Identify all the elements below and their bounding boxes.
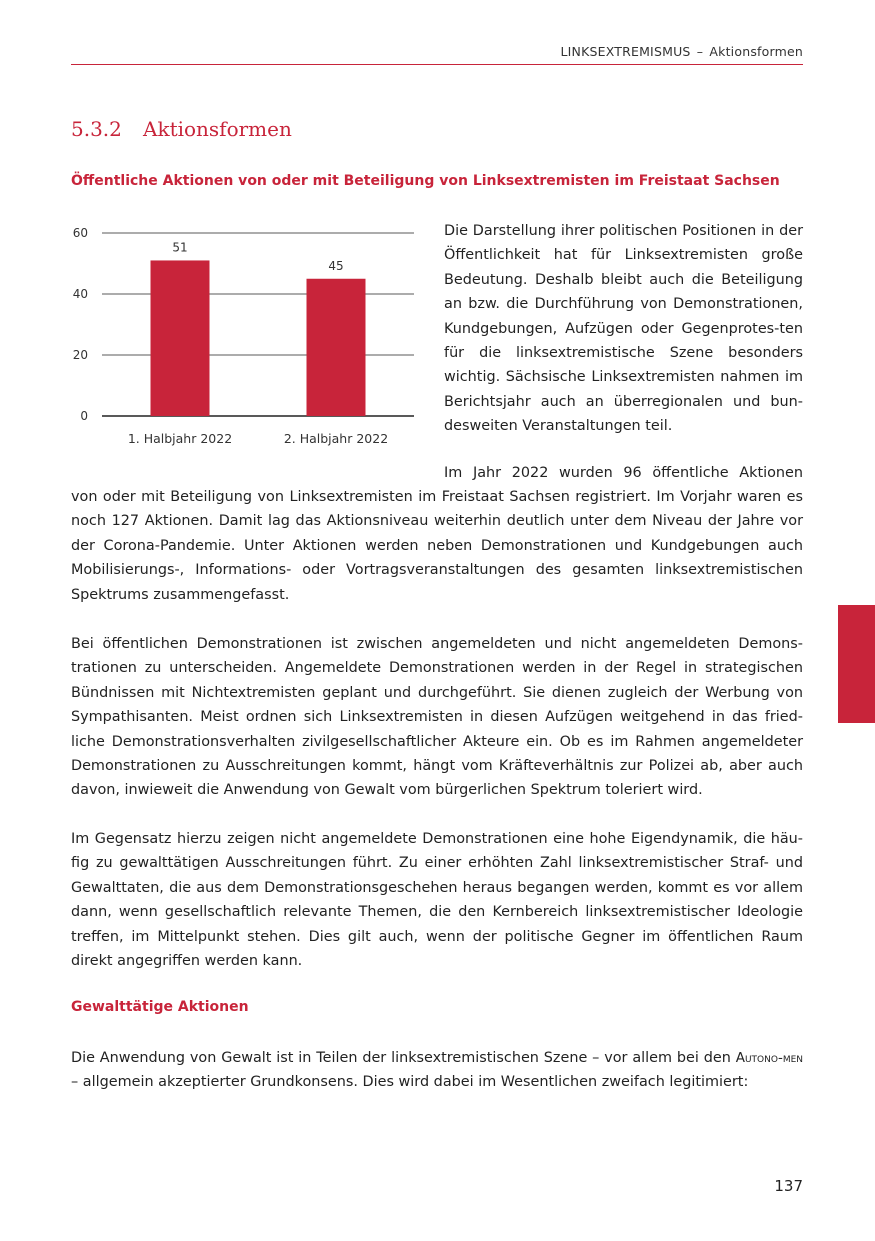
bar [151, 260, 210, 416]
chapter-thumb-tab [838, 605, 875, 723]
y-tick-label: 20 [72, 348, 88, 362]
subheading-violent-actions: Gewalttätige Aktionen [71, 999, 249, 1015]
paragraph-violence [71, 1046, 803, 1095]
paragraph-actions-first-line [444, 461, 803, 485]
paragraph-intro: Die Darstellung ihrer politischen Positionen in der Öffentlichkeit hat für Linksextremisten große Bedeutung. Deshalb bleibt auch die Beteiligung an bzw. die Durchführung von Demonstrationen, Kundgebungen, Aufzügen oder Gegenprotes-ten für die linksextremistische Szene besonders wichtig. Sächsische Linksextremisten nahmen im Berichtsjahr auch an überregionalen und bun-desweiten Veranstaltungen teil. [444, 223, 803, 435]
violence-text-start: Die Anwendung von Gewalt ist in Teilen der linksextremistischen Szene – vor allem bei den [71, 1050, 731, 1066]
section-title [71, 117, 292, 141]
bar-chart-svg [66, 220, 426, 460]
category-label: 1. Halbjahr 2022 [127, 431, 233, 446]
page-number: 137 [774, 1177, 803, 1195]
paragraph-actions-line1: Im Jahr 2022 wurden 96 öffentliche Aktionen [444, 465, 803, 481]
running-header [71, 44, 803, 65]
y-tick-label: 40 [72, 287, 88, 301]
violence-text-end: – allgemein akzeptierter Grundkonsens. Dies wird dabei im Wesentlichen zweifach legitimiert: [71, 1074, 749, 1091]
paragraph-unregistered-body: Im Gegensatz hierzu zeigen nicht angemeldete Demonstrationen eine hohe Eigendynamik, die häu-fig zu gewalttätigen Ausschreitungen führt. Zu einer erhöhten Zahl linksextremistischer Straf- und Gewalttaten, die aus dem Demonstrationsgeschehen heraus begangen werden, kommt es vor allem dann, wenn gesellschaftlich relevante Themen, die den Kernbereich linksextremistischer Ideologie treffen, im Mittelpunkt stehen. Dies gilt auch, wenn der politische Gegner im öffentlichen Raum direkt angegriffen werden kann. [71, 831, 803, 970]
category-label: 2. Halbjahr 2022 [283, 431, 389, 446]
bar-chart [66, 220, 426, 460]
section-heading: Aktionsformen [143, 117, 292, 141]
paragraph-actions [71, 485, 803, 607]
term-autonome: Autono-men [735, 1050, 804, 1066]
header-separator: – [696, 44, 704, 59]
header-chapter: LINKSEXTREMISMUS [560, 44, 691, 59]
y-tick-label: 0 [80, 409, 88, 423]
paragraph-demonstrations [71, 632, 803, 803]
paragraph-unregistered [71, 827, 803, 973]
paragraph-actions-body: von oder mit Beteiligung von Linksextremisten im Freistaat Sachsen registriert. Im Vorjahr waren es noch 127 Aktionen. Damit lag das Aktionsniveau weiterhin deutlich unter dem Niveau der Jahre vor der Corona-Pandemie. Unter Aktionen werden neben Demonstrationen und Kundgebungen auch Mobilisierungs-, Informations- oder Vortragsveranstaltungen des gesamten linksextremistischen Spektrums zusammengefasst. [71, 489, 803, 603]
header-section: Aktionsformen [709, 44, 803, 59]
bar [307, 279, 366, 416]
y-tick-label: 60 [72, 226, 88, 240]
intro-column [444, 219, 803, 439]
paragraph-violence-body [71, 1046, 803, 1095]
subheading-public-actions: Öffentliche Aktionen von oder mit Beteiligung von Linksextremisten im Freistaat Sachsen [71, 173, 780, 189]
section-number: 5.3.2 [71, 117, 122, 141]
paragraph-demonstrations-body: Bei öffentlichen Demonstrationen ist zwischen angemeldeten und nicht angemeldeten Demons-trationen zu unterscheiden. Angemeldete Demonstrationen werden in der Regel in strategischen Bündnissen mit Nichtextremisten geplant und durchgeführt. Sie dienen zugleich der Werbung von Sympathisanten. Meist ordnen sich Linksextremisten in diesen Aufzügen weitgehend in das fried-liche Demonstrationsverhalten zivilgesellschaftlicher Akteure ein. Ob es im Rahmen angemeldeter Demonstrationen zu Ausschreitungen kommt, hängt vom Kräfteverhältnis zur Polizei ab, aber auch davon, inwieweit die Anwendung von Gewalt vom bürgerlichen Spektrum toleriert wird. [71, 636, 803, 799]
data-label: 45 [328, 258, 344, 273]
data-label: 51 [172, 240, 188, 255]
